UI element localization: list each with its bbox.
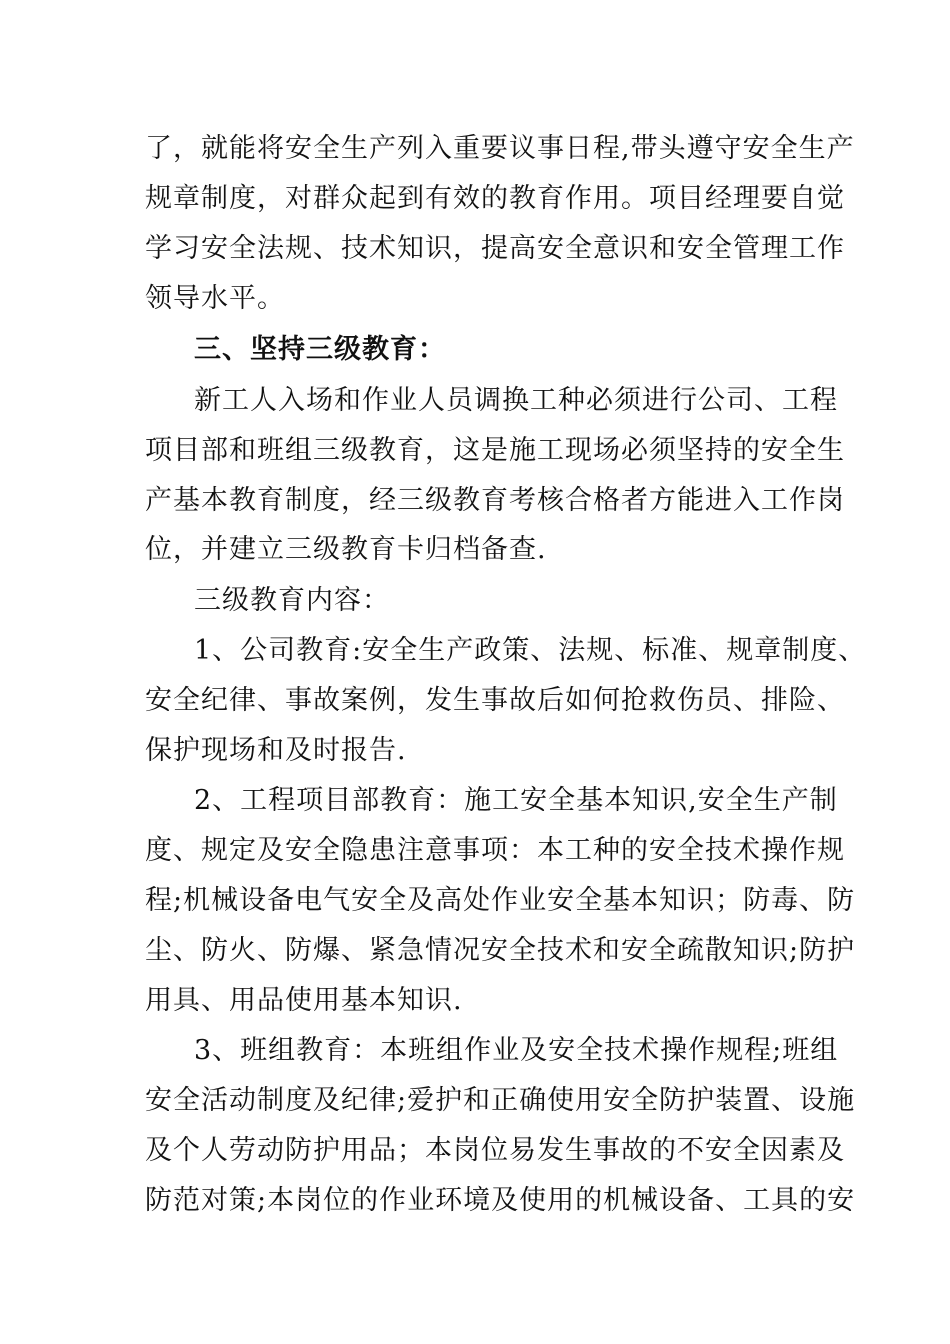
paragraph-line: 安全活动制度及纪律;爱护和正确使用安全防护装置、设施	[145, 1085, 856, 1116]
section-heading: 三、坚持三级教育：	[194, 334, 446, 365]
list-item: 1、公司教育:安全生产政策、法规、标准、规章制度、	[194, 635, 867, 666]
paragraph-line: 及个人劳动防护用品；本岗位易发生事故的不安全因素及	[145, 1135, 845, 1166]
paragraph-line: 位，并建立三级教育卡归档备查.	[145, 534, 547, 565]
paragraph-line: 学习安全法规、技术知识，提高安全意识和安全管理工作	[145, 233, 845, 264]
paragraph-line: 安全纪律、事故案例，发生事故后如何抢救伤员、排险、	[145, 685, 845, 716]
paragraph-line: 程;机械设备电气安全及高处作业安全基本知识；防毒、防	[145, 885, 856, 916]
paragraph-line: 度、规定及安全隐患注意事项：本工种的安全技术操作规	[145, 835, 845, 866]
paragraph-line: 了，就能将安全生产列入重要议事日程,带头遵守安全生产	[145, 133, 855, 164]
paragraph-line: 规章制度，对群众起到有效的教育作用。项目经理要自觉	[145, 183, 845, 214]
paragraph-line: 新工人入场和作业人员调换工种必须进行公司、工程	[194, 385, 838, 416]
paragraph-line: 用具、用品使用基本知识.	[145, 985, 463, 1016]
list-item: 3、班组教育：本班组作业及安全技术操作规程;班组	[194, 1035, 839, 1066]
subheading: 三级教育内容：	[194, 585, 390, 616]
list-item: 2、工程项目部教育：施工安全基本知识,安全生产制	[194, 785, 838, 816]
paragraph-line: 领导水平。	[145, 283, 285, 314]
paragraph-line: 项目部和班组三级教育，这是施工现场必须坚持的安全生	[145, 435, 845, 466]
paragraph-line: 尘、防火、防爆、紧急情况安全技术和安全疏散知识;防护	[145, 935, 856, 966]
paragraph-line: 保护现场和及时报告.	[145, 735, 407, 766]
paragraph-line: 产基本教育制度，经三级教育考核合格者方能进入工作岗	[145, 485, 845, 516]
paragraph-line: 防范对策;本岗位的作业环境及使用的机械设备、工具的安	[145, 1185, 856, 1216]
